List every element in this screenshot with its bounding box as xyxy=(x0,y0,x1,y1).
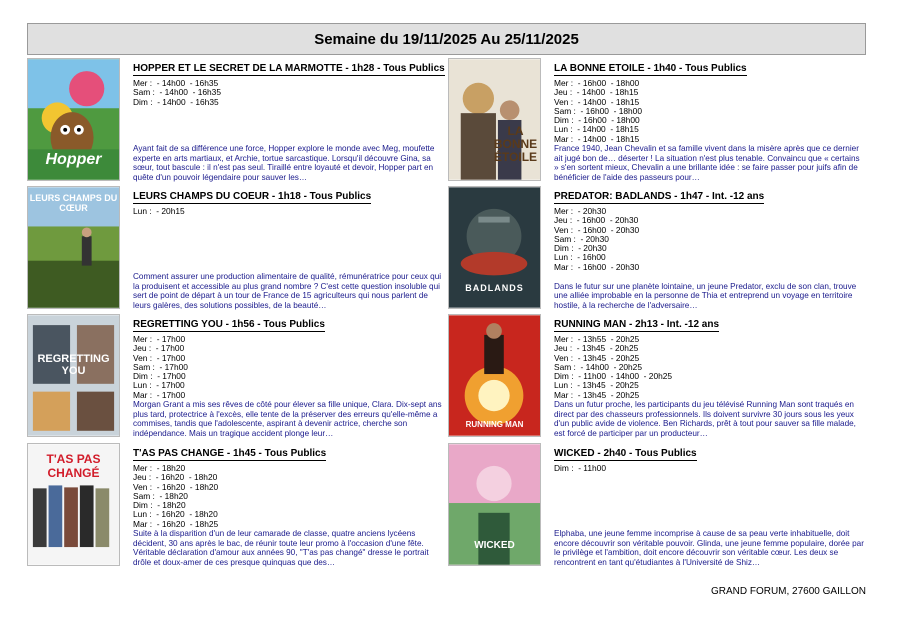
movie-title[interactable]: RUNNING MAN - 2h13 - Int. -12 ans xyxy=(554,319,720,330)
movie-title[interactable]: HOPPER ET LE SECRET DE LA MARMOTTE - 1h28 - Tous Publics xyxy=(133,63,445,74)
showtime-row: Mer : - 14h00 - 16h35 xyxy=(133,78,219,88)
showtime-row: Ven : - 17h00 xyxy=(133,352,186,363)
poster-caption: RUNNING MAN xyxy=(465,420,524,429)
movie-synopsis: Suite à la disparition d'un de leur camarade de classe, quatre anciens lycéens décident, 30 ans après le bac, de réunir toute leur promo à l'occasion d'une fête. Véritable déclaration d'amour aux années 90, "T'as pas changé" dresse le portrait drôle et doux-amer de ces presque quinquas que des… xyxy=(133,529,429,567)
showtime-row: Dim : - 18h20 xyxy=(133,500,186,511)
movie-synopsis: Comment assurer une production alimentaire de qualité, rémunératrice pour ceux qui la produisent et accessible au plus grand nombre ? C'est cette question insoluble qui sert de point de départ à un tour de France de 15 agriculteurs qui nous parlent de leurs galères, des solutions possibles, de la beauté… xyxy=(133,272,442,310)
movie-card[interactable] xyxy=(448,186,866,310)
showtime-row: Jeu : - 14h00 - 18h15 xyxy=(554,87,639,98)
poster-runningman-image xyxy=(449,315,540,436)
showtime-row: Lun : - 16h00 xyxy=(554,252,606,263)
showtime-row: Mar : - 17h00 xyxy=(133,389,186,400)
showtime-row: Jeu : - 13h45 - 20h25 xyxy=(554,343,639,354)
movie-card[interactable] xyxy=(27,443,445,567)
movie-synopsis: Elphaba, une jeune femme incomprise à cause de sa peau verte inhabituelle, doit encore découvrir son véritable pouvoir. Glinda, une jeune femme populaire, dorée par le privilège et l'ambition, doit encore découvrir son véritable cœur. Les deux se rencontrent en tant qu'étudiantes à l'Université de Shiz… xyxy=(554,529,864,567)
poster-caption: LA BONNE ÉTOILE xyxy=(493,124,538,164)
showtime-row: Jeu : - 17h00 xyxy=(133,343,185,354)
movie-poster[interactable] xyxy=(27,186,120,309)
movie-card[interactable] xyxy=(27,186,445,310)
showtimes xyxy=(554,79,866,144)
showtimes xyxy=(554,464,866,473)
showtime-row: Mer : - 20h30 xyxy=(554,206,607,216)
showtime-row: Lun : - 17h00 xyxy=(133,380,185,391)
movie-title[interactable]: WICKED - 2h40 - Tous Publics xyxy=(554,448,697,459)
movie-poster[interactable] xyxy=(448,314,541,437)
poster-caption: Hopper xyxy=(45,151,102,168)
movie-synopsis: Dans un futur proche, les participants du jeu télévisé Running Man sont traqués en direct par des chasseurs professionnels. Ils doivent survivre 30 jours sous les yeux d'un public avide de violence. Ben Richards, prêt à tout pour sauver sa fille malade, est forcé de participer par un producteur… xyxy=(554,400,856,438)
showtime-row: Ven : - 14h00 - 18h15 xyxy=(554,96,640,107)
showtime-row: Ven : - 16h00 - 20h30 xyxy=(554,224,640,235)
poster-caption: T'AS PAS CHANGÉ xyxy=(46,452,101,480)
showtime-row: Mer : - 16h00 - 18h00 xyxy=(554,78,640,88)
movie-card[interactable] xyxy=(448,443,866,567)
movie-poster[interactable] xyxy=(448,58,541,181)
poster-caption: BADLANDS xyxy=(465,283,524,293)
showtime-row: Mar : - 14h00 - 18h15 xyxy=(554,133,640,144)
showtimes xyxy=(554,335,866,400)
poster-caption: REGRETTING YOU xyxy=(37,353,110,377)
movie-card[interactable] xyxy=(448,314,866,438)
showtime-row: Jeu : - 16h20 - 18h20 xyxy=(133,472,218,483)
movie-poster[interactable] xyxy=(27,58,120,181)
showtime-row: Dim : - 20h30 xyxy=(554,243,607,254)
movie-card[interactable] xyxy=(27,314,445,438)
showtime-row: Sam : - 14h00 - 20h25 xyxy=(554,361,642,372)
showtime-row: Lun : - 13h45 - 20h25 xyxy=(554,380,639,391)
showtime-row: Mar : - 16h20 - 18h25 xyxy=(133,518,219,529)
showtime-row: Dim : - 16h00 - 18h00 xyxy=(554,115,640,126)
showtime-row: Sam : - 20h30 xyxy=(554,233,609,244)
movie-card[interactable] xyxy=(27,58,445,182)
movie-synopsis: France 1940, Jean Chevalin et sa famille vivent dans la misère après que ce dernier ait jugé bon de… déserter ! La situation n'est plus tenable. Convaincu que « certains » s'en sortent mieux, Chevalin a une brillante idée : se faire passer pour juifs afin de bénéficier de l'aide des passeurs pour… xyxy=(554,144,860,182)
movie-title[interactable]: LA BONNE ETOILE - 1h40 - Tous Publics xyxy=(554,63,747,74)
movie-poster[interactable] xyxy=(27,314,120,437)
showtime-row: Mer : - 18h20 xyxy=(133,463,186,473)
week-header xyxy=(27,23,866,55)
movie-title[interactable]: LEURS CHAMPS DU COEUR - 1h18 - Tous Publics xyxy=(133,191,372,202)
showtime-row: Lun : - 14h00 - 18h15 xyxy=(554,124,639,135)
poster-caption: WICKED xyxy=(474,540,515,551)
showtimes xyxy=(133,79,445,107)
showtime-row: Lun : - 16h20 - 18h20 xyxy=(133,509,218,520)
showtime-row: Jeu : - 16h00 - 20h30 xyxy=(554,215,639,226)
movie-poster[interactable] xyxy=(27,443,120,566)
movie-title[interactable]: T'AS PAS CHANGE - 1h45 - Tous Publics xyxy=(133,448,327,459)
week-title: Semaine du 19/11/2025 Au 25/11/2025 xyxy=(314,30,579,48)
showtime-row: Mar : - 16h00 - 20h30 xyxy=(554,261,640,272)
showtimes xyxy=(554,207,866,272)
showtimes xyxy=(133,207,445,216)
movie-poster[interactable] xyxy=(448,443,541,566)
cinema-address: GRAND FORUM, 27600 GAILLON xyxy=(710,586,866,597)
showtime-row: Sam : - 14h00 - 16h35 xyxy=(133,87,221,98)
showtime-row: Dim : - 11h00 - 14h00 - 20h25 xyxy=(554,371,673,382)
movie-title[interactable]: PREDATOR: BADLANDS - 1h47 - Int. -12 ans xyxy=(554,191,765,202)
showtime-row: Dim : - 14h00 - 16h35 xyxy=(133,96,219,107)
showtime-row: Dim : - 17h00 xyxy=(133,371,186,382)
movie-poster[interactable] xyxy=(448,186,541,309)
movie-title[interactable]: REGRETTING YOU - 1h56 - Tous Publics xyxy=(133,319,325,330)
showtimes xyxy=(133,335,445,400)
movie-synopsis: Ayant fait de sa différence une force, Hopper explore le monde avec Meg, moufette experte en arts martiaux, et Archie, tortue sarcastique. Lorsqu'il découvre Gina, sa sœur, tout bascule : il n'est pas seul. Tiraillé entre loyauté et devoir, Hopper part en quête d'un pouvoir légendaire pour sauver les… xyxy=(133,144,435,182)
poster-caption: LEURS CHAMPS DU CŒUR xyxy=(29,193,118,213)
showtime-row: Lun : - 20h15 xyxy=(133,206,185,216)
showtime-row: Mer : - 13h55 - 20h25 xyxy=(554,334,640,344)
showtime-row: Ven : - 16h20 - 18h20 xyxy=(133,481,219,492)
showtime-row: Ven : - 13h45 - 20h25 xyxy=(554,352,640,363)
movie-synopsis: Morgan Grant a mis ses rêves de côté pour élever sa fille unique, Clara. Dix-sept ans plus tard, protectrice à l'excès, elle tente de la préserver des erreurs qu'elle-même a commises, tandis que l'adolescente, aspirant à devenir actrice, cherche son indépendance. Mais un tragique accident plonge leur… xyxy=(133,400,442,438)
showtimes xyxy=(133,464,445,529)
movie-card[interactable] xyxy=(448,58,866,182)
movie-synopsis: Dans le futur sur une planète lointaine, un jeune Predator, exclu de son clan, trouve une alliée improbable en la personne de Thia et entreprend un voyage en territoire hostile, à la recherche de l'adversaire… xyxy=(554,281,857,310)
showtime-row: Dim : - 11h00 xyxy=(554,463,606,473)
showtime-row: Sam : - 18h20 xyxy=(133,490,188,501)
showtime-row: Mer : - 17h00 xyxy=(133,334,186,344)
showtime-row: Sam : - 17h00 xyxy=(133,361,188,372)
showtime-row: Mar : - 13h45 - 20h25 xyxy=(554,389,640,400)
showtime-row: Sam : - 16h00 - 18h00 xyxy=(554,105,642,116)
